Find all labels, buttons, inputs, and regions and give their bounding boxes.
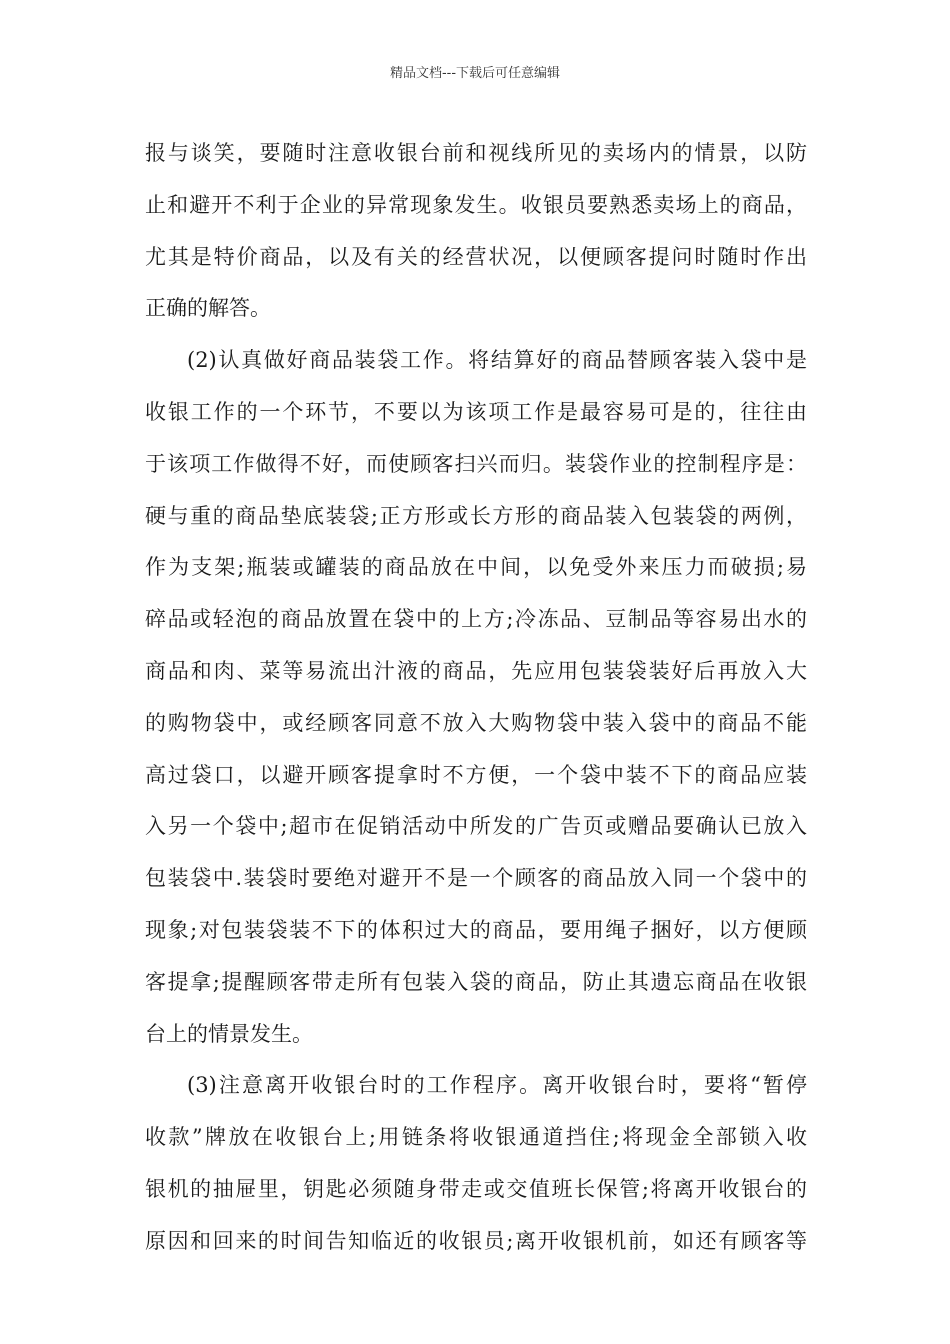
text-line: 银机的抽屉里，钥匙必须随身带走或交值班长保管;将离开收银台的 bbox=[145, 1176, 807, 1201]
text-line: 收银工作的一个环节，不要以为该项工作是最容易可是的，往往由 bbox=[145, 399, 807, 424]
text-line: 高过袋口，以避开顾客提拿时不方便，一个袋中装不下的商品应装 bbox=[145, 762, 807, 787]
document-body bbox=[145, 131, 807, 1271]
text-line: 尤其是特价商品，以及有关的经营状况，以便顾客提问时随时作出 bbox=[145, 244, 807, 269]
paragraph-3 bbox=[145, 1063, 807, 1270]
text-line: 包装袋中.装袋时要绝对避开不是一个顾客的商品放入同一个袋中的 bbox=[145, 866, 807, 891]
text-line: 碎品或轻泡的商品放置在袋中的上方;冷冻品、豆制品等容易出水的 bbox=[145, 607, 807, 632]
text-line: 报与谈笑，要随时注意收银台前和视线所见的卖场内的情景，以防 bbox=[145, 141, 807, 165]
text-line: 正确的解答。 bbox=[145, 296, 271, 321]
text-line: 于该项工作做得不好，而使顾客扫兴而归。装袋作业的控制程序是： bbox=[145, 451, 807, 476]
text-line: 硬与重的商品垫底装袋;正方形或长方形的商品装入包装袋的两例， bbox=[145, 503, 807, 528]
text-line: 作为支架;瓶装或罐装的商品放在中间，以免受外来压力而破损;易 bbox=[145, 555, 807, 580]
text-line: (3)注意离开收银台时的工作程序。离开收银台时，要将“暂停 bbox=[187, 1073, 807, 1098]
text-line: 入另一个袋中;超市在促销活动中所发的广告页或赠品要确认已放入 bbox=[145, 814, 807, 839]
text-line: 现象;对包装袋装不下的体积过大的商品，要用绳子捆好，以方便顾 bbox=[145, 917, 807, 942]
page-header: 精品文档---下载后可任意编辑 bbox=[389, 66, 561, 81]
text-line: 客提拿;提醒顾客带走所有包装入袋的商品，防止其遗忘商品在收银 bbox=[145, 969, 807, 994]
text-line: (2)认真做好商品装袋工作。将结算好的商品替顾客装入袋中是 bbox=[187, 348, 807, 373]
text-line: 止和避开不利于企业的异常现象发生。收银员要熟悉卖场上的商品， bbox=[145, 192, 807, 217]
paragraph-2 bbox=[145, 338, 807, 1063]
paragraph-1 bbox=[145, 131, 807, 338]
text-line: 原因和回来的时间告知临近的收银员;离开收银机前，如还有顾客等 bbox=[145, 1228, 807, 1253]
text-line: 台上的情景发生。 bbox=[145, 1021, 313, 1046]
text-line: 收款”牌放在收银台上;用链条将收银通道挡住;将现金全部锁入收 bbox=[145, 1125, 807, 1150]
text-line: 的购物袋中，或经顾客同意不放入大购物袋中装入袋中的商品不能 bbox=[145, 710, 807, 735]
text-line: 商品和肉、菜等易流出汁液的商品，先应用包装袋装好后再放入大 bbox=[145, 658, 807, 683]
